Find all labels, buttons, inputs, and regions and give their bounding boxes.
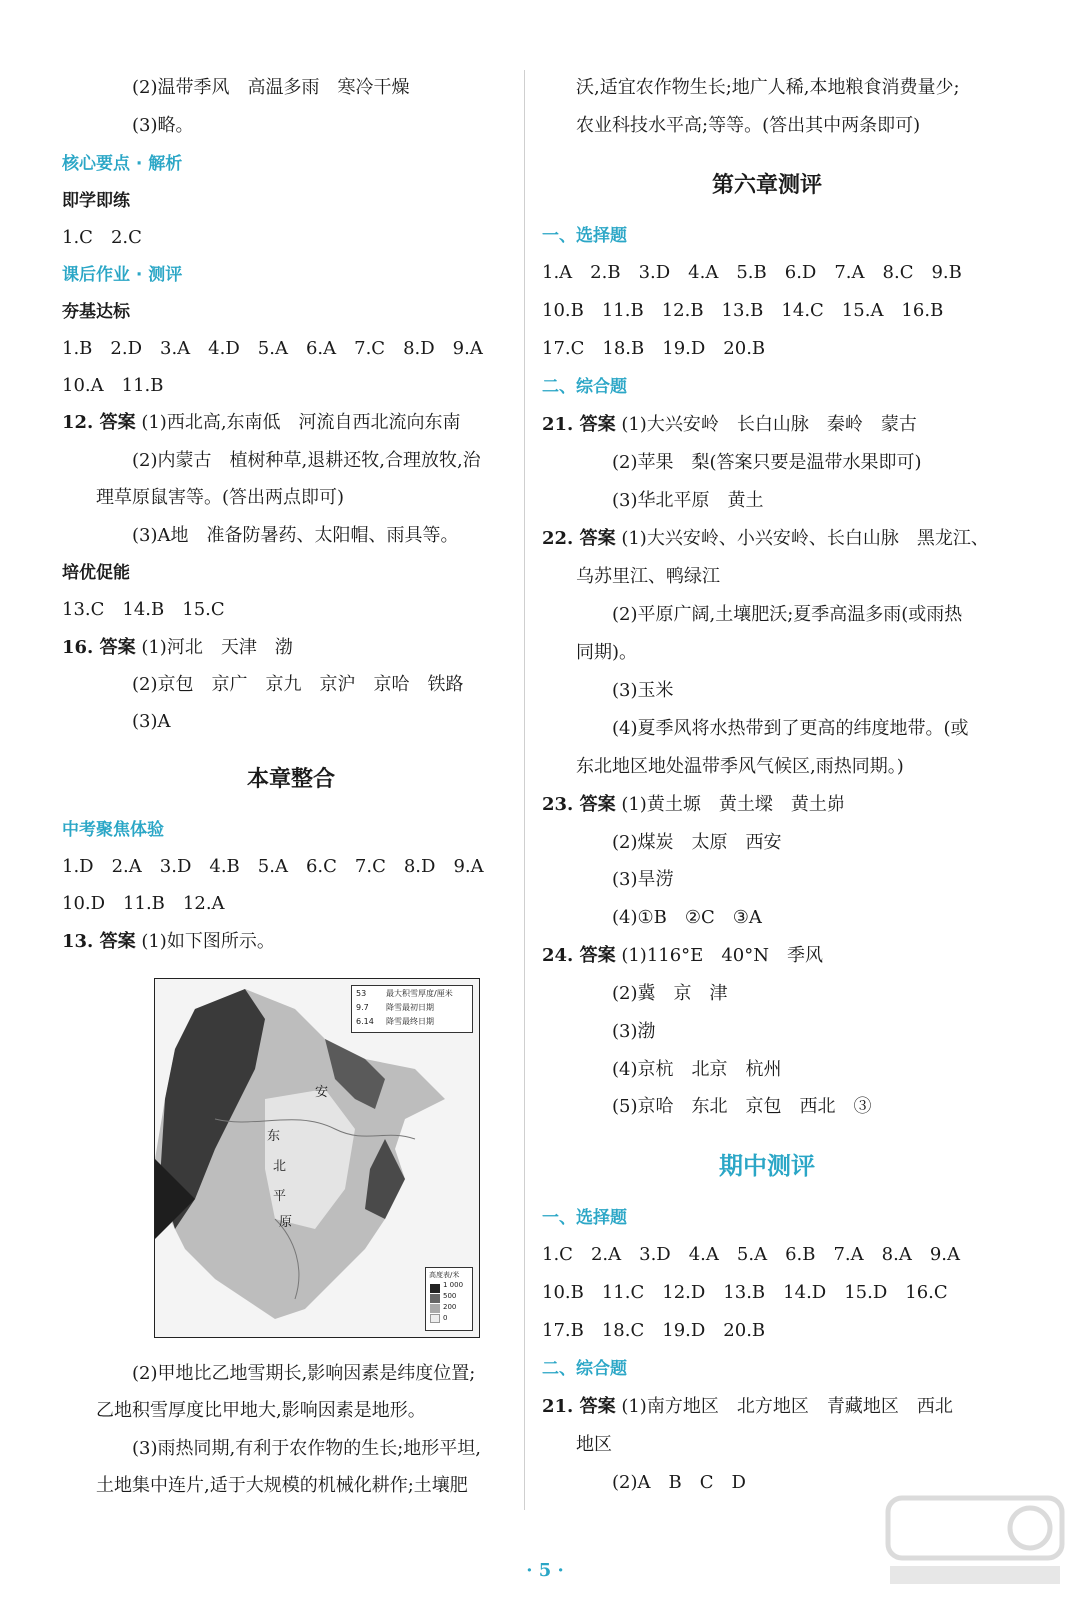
- text-line: (3)渤: [612, 1021, 656, 1042]
- chapter-title: 期中测评: [719, 1152, 815, 1180]
- text-line: (4)京杭 北京 杭州: [612, 1059, 782, 1080]
- answer-text: (1)如下图所示。: [141, 931, 275, 952]
- answer-row: 17.C 18.B 19.D 20.B: [542, 338, 766, 359]
- answer-line: [542, 1395, 953, 1419]
- text-line: (3)略。: [132, 115, 194, 136]
- answer-text: (1)116°E 40°N 季风: [621, 945, 823, 966]
- text-line: (3)A: [132, 711, 171, 732]
- text-line: (2)甲地比乙地雪期长,影响因素是纬度位置;: [132, 1363, 476, 1384]
- section-heading: 一、选择题: [542, 1208, 627, 1228]
- answer-row: 10.D 11.B 12.A: [62, 893, 225, 914]
- text-line: (2)温带季风 高温多雨 寒冷干燥: [132, 77, 410, 98]
- map-label: 东: [267, 1129, 281, 1144]
- answer-row: 10.B 11.B 12.B 13.B 14.C 15.A 16.B: [542, 300, 944, 321]
- map-legend: [351, 985, 473, 1033]
- answer-row: 17.B 18.C 19.D 20.B: [542, 1320, 766, 1341]
- answer-row: 1.C 2.A 3.D 4.A 5.A 6.B 7.A 8.A 9.A: [542, 1244, 960, 1265]
- watermark-logo: [880, 1490, 1070, 1590]
- answer-text: (1)西北高,东南低 河流自西北流向东南: [141, 412, 461, 433]
- answer-text: (1)河北 天津 渤: [141, 637, 293, 658]
- answer-line: [62, 930, 275, 954]
- text-line: (3)A地 准备防暑药、太阳帽、雨具等。: [132, 525, 459, 546]
- text-line: 同期)。: [576, 642, 638, 663]
- text-line: (4)夏季风将水热带到了更高的纬度地带。(或: [612, 718, 969, 739]
- question-number: 23. 答案: [542, 794, 616, 815]
- text-line: (5)京哈 东北 京包 西北 ③: [612, 1096, 872, 1117]
- section-heading: 二、综合题: [542, 377, 627, 397]
- question-number: 21. 答案: [542, 414, 616, 435]
- answer-row: 1.C 2.C: [62, 227, 142, 248]
- legend-swatch: [430, 1284, 440, 1293]
- legend-value: 200: [443, 1303, 457, 1311]
- legend-value: 53: [356, 989, 367, 998]
- answer-line: [542, 413, 917, 437]
- text-line: 乌苏里江、鸭绿江: [576, 566, 720, 587]
- legend-label: 最大积雪厚度/厘米: [386, 989, 453, 998]
- answer-row: 10.A 11.B: [62, 375, 164, 396]
- elevation-legend: [425, 1267, 473, 1331]
- map-label: 安: [315, 1085, 329, 1100]
- legend-value: 6.14: [356, 1017, 374, 1026]
- legend-value: 0: [443, 1314, 448, 1322]
- text-line: (2)苹果 梨(答案只要是温带水果即可): [612, 452, 922, 473]
- subsection-heading: 培优促能: [62, 563, 130, 583]
- section-heading: 二、综合题: [542, 1359, 627, 1379]
- text-line: (3)玉米: [612, 680, 674, 701]
- answer-line: [542, 944, 823, 968]
- text-line: 农业科技水平高;等等。(答出其中两条即可): [576, 115, 921, 136]
- chapter-title: 第六章测评: [711, 173, 822, 198]
- text-line: (2)平原广阔,土壤肥沃;夏季高温多雨(或雨热: [612, 604, 963, 625]
- text-line: (2)京包 京广 京九 京沪 京哈 铁路: [132, 674, 464, 695]
- text-line: (2)A B C D: [612, 1472, 746, 1493]
- answer-row: 13.C 14.B 15.C: [62, 599, 225, 620]
- question-number: 16. 答案: [62, 637, 136, 658]
- page-number: · 5 ·: [526, 1560, 564, 1581]
- question-number: 24. 答案: [542, 945, 616, 966]
- section-heading: 中考聚焦体验: [62, 820, 164, 840]
- question-number: 22. 答案: [542, 528, 616, 549]
- answer-text: (1)黄土塬 黄土墚 黄土峁: [621, 794, 845, 815]
- text-line: (2)冀 京 津: [612, 983, 728, 1004]
- answer-line: [542, 793, 845, 817]
- map-label: 原: [279, 1215, 293, 1230]
- answer-line: [62, 636, 293, 660]
- answer-row: 1.B 2.D 3.A 4.D 5.A 6.A 7.C 8.D 9.A: [62, 338, 483, 359]
- text-line: 地区: [576, 1434, 612, 1455]
- answer-row: 1.A 2.B 3.D 4.A 5.B 6.D 7.A 8.C 9.B: [542, 262, 962, 283]
- question-number: 21. 答案: [542, 1396, 616, 1417]
- text-line: (2)内蒙古 植树种草,退耕还牧,合理放牧,治: [132, 450, 481, 471]
- legend-label: 降雪最终日期: [386, 1017, 434, 1026]
- answer-text: (1)大兴安岭 长白山脉 秦岭 蒙古: [621, 414, 917, 435]
- text-line: (3)华北平原 黄土: [612, 490, 764, 511]
- chapter-title: 本章整合: [246, 767, 335, 792]
- text-line: 乙地积雪厚度比甲地大,影响因素是地形。: [96, 1400, 426, 1421]
- answer-line: [62, 411, 461, 435]
- legend-swatch: [430, 1304, 440, 1313]
- answer-text: (1)南方地区 北方地区 青藏地区 西北: [621, 1396, 953, 1417]
- answer-line: [542, 527, 989, 551]
- text-line: 土地集中连片,适于大规模的机械化耕作;土壤肥: [96, 1475, 468, 1496]
- map-label: 北: [273, 1159, 287, 1174]
- snow-map-figure: [154, 978, 480, 1338]
- legend-value: 9.7: [356, 1003, 369, 1012]
- section-heading: 课后作业 · 测评: [62, 265, 183, 285]
- subsection-heading: 夯基达标: [62, 302, 130, 322]
- text-line: (3)旱涝: [612, 869, 674, 890]
- answer-row: 1.D 2.A 3.D 4.B 5.A 6.C 7.C 8.D 9.A: [62, 856, 484, 877]
- subsection-heading: 即学即练: [62, 191, 130, 211]
- section-heading: 核心要点 · 解析: [62, 154, 183, 174]
- legend-swatch: [430, 1294, 440, 1303]
- legend-swatch: [430, 1314, 440, 1323]
- answer-text: (1)大兴安岭、小兴安岭、长白山脉 黑龙江、: [621, 528, 989, 549]
- question-number: 13. 答案: [62, 931, 136, 952]
- section-heading: 一、选择题: [542, 226, 627, 246]
- watermark-icon: [880, 1490, 1070, 1590]
- text-line: 沃,适宜农作物生长;地广人稀,本地粮食消费量少;: [576, 77, 960, 98]
- column-divider: [524, 70, 525, 1510]
- text-line: (4)①B ②C ③A: [612, 907, 762, 928]
- legend-value: 1 000: [443, 1281, 464, 1289]
- legend-value: 500: [443, 1292, 457, 1300]
- legend-label: 降雪最初日期: [386, 1003, 434, 1012]
- text-line: (2)煤炭 太原 西安: [612, 832, 782, 853]
- text-line: 理草原鼠害等。(答出两点即可): [96, 487, 345, 508]
- map-label: 平: [273, 1189, 287, 1204]
- question-number: 12. 答案: [62, 412, 136, 433]
- answer-row: 10.B 11.C 12.D 13.B 14.D 15.D 16.C: [542, 1282, 948, 1303]
- text-line: 东北地区地处温带季风气候区,雨热同期。): [576, 756, 904, 777]
- text-line: (3)雨热同期,有利于农作物的生长;地形平坦,: [132, 1438, 482, 1459]
- legend-title: 高度表/米: [429, 1271, 460, 1279]
